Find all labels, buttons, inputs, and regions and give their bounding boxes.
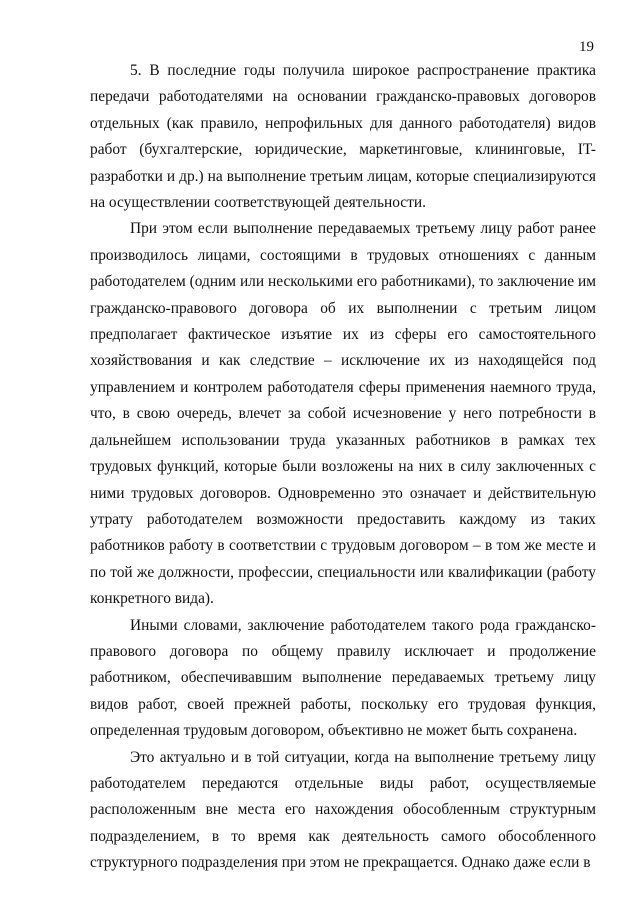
body-text <box>90 58 596 877</box>
paragraph-4: Это актуально и в той ситуации, когда на выполнение третьему лицу работодателем передаются отдельные виды работ, осуществляемые расположенным вне места его нахождения обособленным структурным подразделением, в то время как деятельность самого обособленного структурного подразделения при этом не прекращается. Однако даже если в <box>90 748 596 872</box>
page-number: 19 <box>579 39 594 55</box>
paragraph-2: При этом если выполнение передаваемых третьему лицу работ ранее производилось лицами, состоящими в трудовых отношениях с данным работодателем (одним или несколькими его работниками), то заключение им гражданско-правового договора об их выполнении с третьим лицом предполагает фактическое изъятие их из сферы его самостоятельного хозяйствования и как следствие – исключение их из находящейся под управлением и контролем работодателя сферы применения наемного труда, что, в свою очередь, влечет за собой исчезновение у него потребности в дальнейшем использовании труда указанных работников в рамках тех трудовых функций, которые были возложены на них в силу заключенных с ними трудовых договоров. Одновременно это означает и действительную утрату работодателем возможности предоставить каждому из таких работников работу в соответствии с трудовым договором – в том же месте и по той же должности, профессии, специальности или квалификации (работу конкретного вида). <box>90 220 596 608</box>
paragraph-3: Иными словами, заключение работодателем такого рода гражданско-правового договора по общему правилу исключает и продолжение работником, обеспечивавшим выполнение передаваемых третьему лицу видов работ, своей прежней работы, поскольку его трудовая функция, определенная трудовым договором, объективно не может быть сохранена. <box>90 616 596 740</box>
paragraph-1: 5. В последние годы получила широкое распространение практика передачи работодателями на основании гражданско-правовых договоров отдельных (как правило, непрофильных для данного работодателя) видов работ (бухгалтерские, юридические, маркетинговые, клининговые, IT-разработки и др.) на выполнение третьим лицам, которые специализируются на осуществлении соответствующей деятельности. <box>90 62 596 212</box>
